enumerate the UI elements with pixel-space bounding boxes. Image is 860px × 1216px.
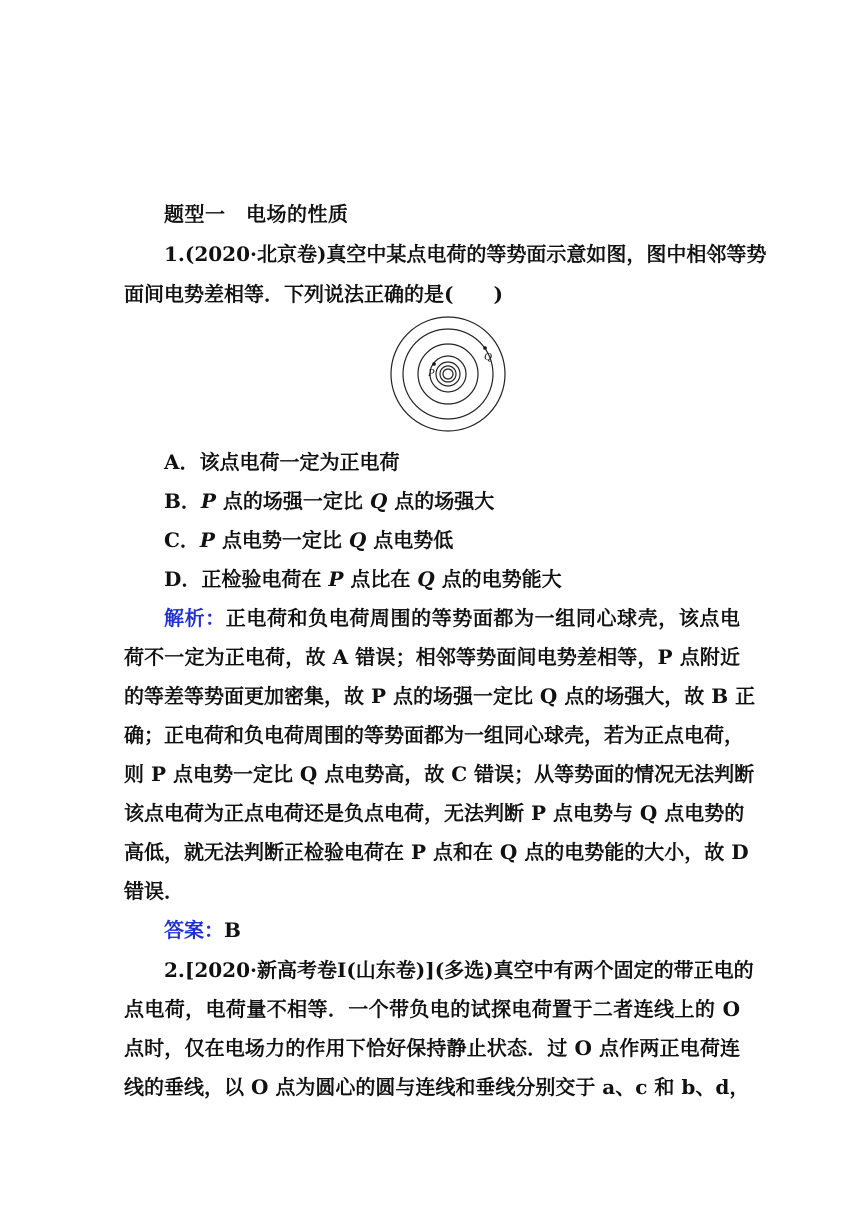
analysis-text-1: 正电荷和负电荷周围的等势面都为一组同心球壳，该点电: [225, 606, 741, 630]
q1-analysis-line-8: 错误．: [124, 879, 184, 903]
point-q-label: Q: [484, 351, 492, 363]
option-d-mid: 点比在: [350, 567, 411, 591]
equipotential-ring-6: [440, 366, 456, 382]
option-c-post: 点电势低: [373, 528, 454, 552]
answer-label: 答案：: [164, 918, 224, 942]
q1-analysis-line-3: 的等差等势面更加密集，故 P 点的场强一定比 Q 点的场强大，故 B 正: [124, 684, 756, 708]
q2-line-4: 线的垂线，以 O 点为圆心的圆与连线和垂线分别交于 a、c 和 b、d，: [124, 1075, 750, 1099]
equipotential-ring-1: [391, 317, 505, 431]
option-a-text: 该点电荷一定为正电荷: [199, 450, 400, 474]
option-c-var-p: P: [199, 528, 215, 552]
option-a-letter: A．: [164, 450, 200, 474]
q1-analysis-line-4: 确；正电荷和负电荷周围的等势面都为一组同心球壳，若为正点电荷，: [124, 723, 744, 747]
equipotential-ring-7: [443, 369, 453, 379]
option-d-post: 点的电势能大: [441, 567, 562, 591]
q1-option-d: [164, 567, 740, 591]
q1-option-a: [164, 450, 740, 474]
q1-analysis-line-2: 荷不一定为正电荷，故 A 错误；相邻等势面间电势差相等，P 点附近: [124, 645, 740, 669]
equipotential-ring-3: [418, 344, 478, 404]
q2-line-1: 2.[2020·新高考卷Ⅰ(山东卷)](多选)真空中有两个固定的带正电的: [164, 958, 754, 982]
q1-analysis-line-6: 该点电荷为正点电荷还是负点电荷，无法判断 P 点电势与 Q 点电势的: [124, 801, 745, 825]
analysis-label: 解析：: [164, 606, 226, 630]
option-c-var-q: Q: [348, 528, 367, 552]
point-p-label: P: [428, 367, 435, 379]
option-b-var-q: Q: [369, 489, 388, 513]
q1-stem-line-2: 面间电势差相等．下列说法正确的是( ): [124, 282, 503, 306]
point-p-dot: [432, 362, 436, 366]
q2-line-3: 点时，仅在电场力的作用下恰好保持静止状态．过 O 点作两正电荷连: [124, 1036, 740, 1060]
option-c-letter: C．: [164, 528, 200, 552]
q1-analysis-line-7: 高低，就无法判断正检验电荷在 P 点和在 Q 点的电势能的大小，故 D: [124, 840, 749, 864]
q1-answer: [164, 918, 740, 942]
q1-option-c: [164, 528, 740, 552]
option-d-letter: D．: [164, 567, 202, 591]
option-b-post: 点的场强大: [394, 489, 495, 513]
q1-analysis-line-1: [164, 606, 740, 630]
equipotential-ring-2: [403, 329, 493, 419]
q1-option-b: [164, 489, 740, 513]
option-b-letter: B．: [164, 489, 201, 513]
point-q-dot: [483, 346, 487, 350]
option-b-mid: 点的场强一定比: [222, 489, 363, 513]
equipotential-ring-4: [430, 356, 466, 392]
q1-stem-line-1: 1.(2020·北京卷)真空中某点电荷的等势面示意如图，图中相邻等势: [164, 242, 767, 266]
answer-value: B: [224, 918, 241, 942]
q2-line-2: 点电荷，电荷量不相等．一个带负电的试探电荷置于二者连线上的 O: [124, 997, 740, 1021]
equipotential-diagram: [388, 314, 508, 434]
q1-analysis-line-5: 则 P 点电势一定比 Q 点电势高，故 C 错误；从等势面的情况无法判断: [124, 762, 755, 786]
section-title: 题型一 电场的性质: [164, 202, 349, 226]
option-b-var-p: P: [200, 489, 216, 513]
option-d-var-q: Q: [417, 567, 435, 591]
option-d-pre: 正检验电荷在: [201, 567, 322, 591]
option-d-var-p: P: [328, 567, 344, 591]
option-c-mid: 点电势一定比: [221, 528, 342, 552]
